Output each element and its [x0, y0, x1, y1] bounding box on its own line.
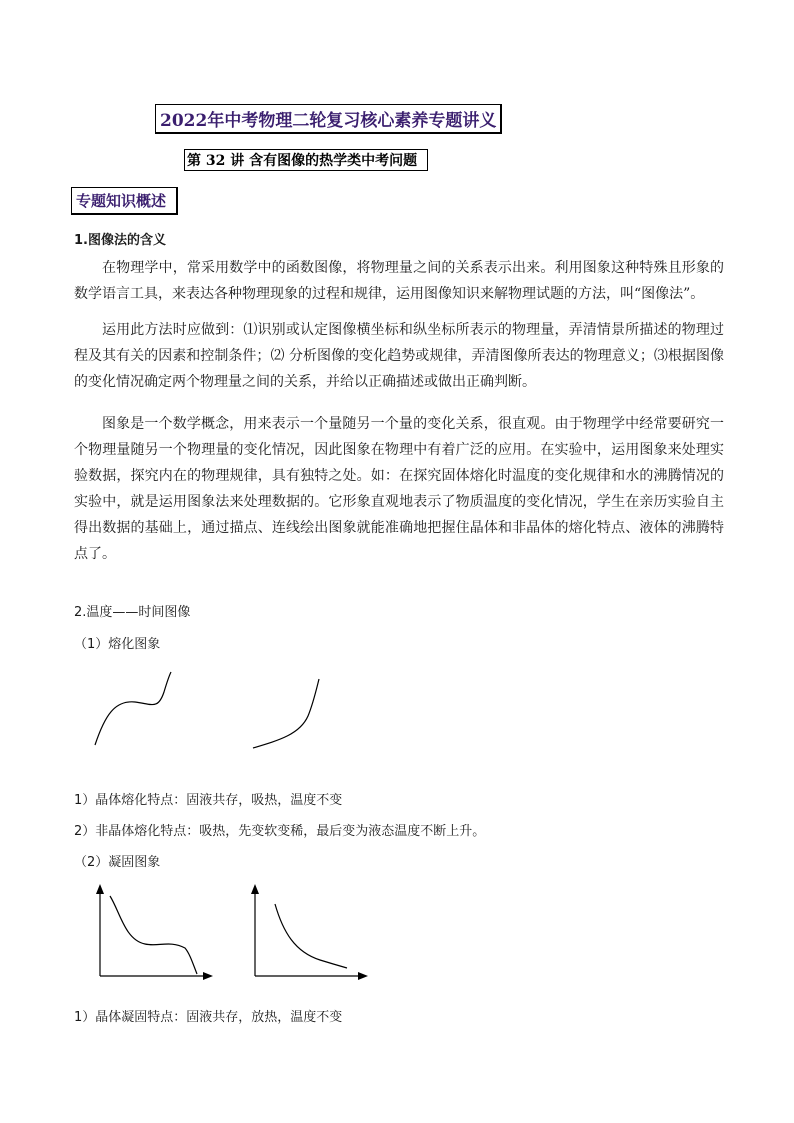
amorphous-solidification-graph [245, 882, 370, 982]
y-axis-arrow-icon [251, 884, 259, 894]
crystal-melting-curve [90, 670, 180, 750]
paragraph-2: 运用此方法时应做到：⑴识别或认定图像横坐标和纵坐标所表示的物理量，弄清情景所描述的物理过程及其有关的因素和控制条件；⑵ 分析图像的变化趋势或规律，弄清图像所表达的物理意义；⑶根据图像的变化情况确定两个物理量之间的关系，并给以正确描述或做出正确判断。 [74, 322, 724, 390]
amorphous-solidification-curve [275, 904, 347, 968]
amorphous-melting-curve [250, 676, 330, 751]
crystal-solidification-note: 1）晶体凝固特点：固液共存，放热，温度不变 [74, 1010, 343, 1025]
solidification-graph-label: （2）凝固图象 [74, 855, 161, 870]
y-axis-arrow-icon [96, 884, 104, 894]
document-title: 2022年中考物理二轮复习核心素养专题讲义 [155, 104, 502, 134]
part2-heading: 2.温度——时间图像 [74, 605, 191, 620]
part1-heading: 1.图像法的含义 [74, 233, 166, 248]
crystal-melting-note: 1）晶体熔化特点：固液共存，吸热，温度不变 [74, 793, 343, 808]
lecture-title: 第 32 讲 含有图像的热学类中考问题 [184, 149, 428, 171]
paragraph-3: 图象是一个数学概念，用来表示一个量随另一个量的变化关系，很直观。由于物理学中经常要研究一个物理量随另一个物理量的变化情况，因此图象在物理中有着广泛的应用。在实验中，运用图象来处理实验数据，探究内在的物理规律，具有独特之处。如：在探究固体熔化时温度的变化规律和水的沸腾情况的实验中，就是运用图象法来处理数据的。它形象直观地表示了物质温度的变化情况，学生在亲历实验自主得出数据的基础上，通过描点、连线绘出图象就能准确地把握住晶体和非晶体的熔化特点、液体的沸腾特点了。 [74, 416, 724, 562]
melting-graph-label: （1）熔化图象 [74, 637, 161, 652]
x-axis-arrow-icon [203, 972, 213, 980]
x-axis-arrow-icon [358, 972, 368, 980]
crystal-solidification-curve [110, 896, 197, 974]
crystal-solidification-graph [90, 882, 215, 982]
section-label: 专题知识概述 [71, 187, 178, 215]
paragraph-1: 在物理学中，常采用数学中的函数图像，将物理量之间的关系表示出来。利用图象这种特殊且形象的数学语言工具，来表达各种物理现象的过程和规律，运用图像知识来解物理试题的方法，叫“图像法”。 [74, 260, 724, 302]
amorphous-melting-note: 2）非晶体熔化特点：吸热，先变软变稀，最后变为液态温度不断上升。 [74, 824, 486, 839]
